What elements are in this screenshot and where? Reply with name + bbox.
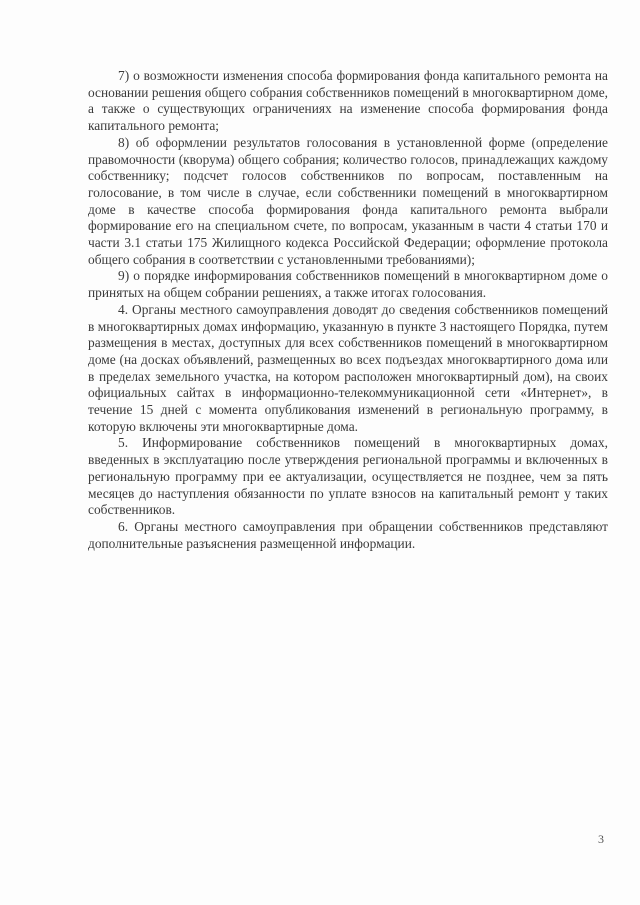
paragraph-item-9: 9) о порядке информирования собственников помещений в многоквартирном доме о принятых на общем собрании решениях, а также итогах голосования.	[88, 268, 608, 301]
page-number: 3	[598, 832, 604, 846]
paragraph-section-5: 5. Информирование собственников помещений в многоквартирных домах, введенных в эксплуатацию после утверждения региональной программы и включенных в региональную программу при ее актуализации, осуществляется не позднее, чем за пять месяцев до наступления обязанности по уплате взносов на капитальный ремонт у таких собственников.	[88, 435, 608, 518]
document-body	[88, 68, 608, 552]
paragraph-section-6: 6. Органы местного самоуправления при обращении собственников представляют дополнительные разъяснения размещенной информации.	[88, 518, 608, 551]
paragraph-item-8: 8) об оформлении результатов голосования в установленной форме (определение правомочности (кворума) общего собрания; количество голосов, принадлежащих каждому собственнику; подсчет голосов собственников по вопросам, поставленным на голосование, в том числе в случае, если собственники помещений в многоквартирном доме в качестве способа формирования фонда капитального ремонта выбрали формирование его на специальном счете, по вопросам, указанным в части 4 статьи 170 и части 3.1 статьи 175 Жилищного кодекса Российской Федерации; оформление протокола общего собрания в соответствии с установленными требованиями);	[88, 134, 608, 267]
paragraph-section-4: 4. Органы местного самоуправления доводят до сведения собственников помещений в многоквартирных домах информацию, указанную в пункте 3 настоящего Порядка, путем размещения в местах, доступных для всех собственников помещений в многоквартирном доме (на досках объявлений, размещенных во всех подъездах многоквартирного дома или в пределах земельного участка, на котором расположен многоквартирный дом), на своих официальных сайтах в информационно-телекоммуникационной сети «Интернет», в течение 15 дней с момента опубликования изменений в региональную программу, в которую включены эти многоквартирные дома.	[88, 301, 608, 434]
paragraph-item-7: 7) о возможности изменения способа формирования фонда капитального ремонта на основании решения общего собрания собственников помещений в многоквартирном доме, а также о существующих ограничениях на изменение способа формирования фонда капитального ремонта;	[88, 68, 608, 134]
